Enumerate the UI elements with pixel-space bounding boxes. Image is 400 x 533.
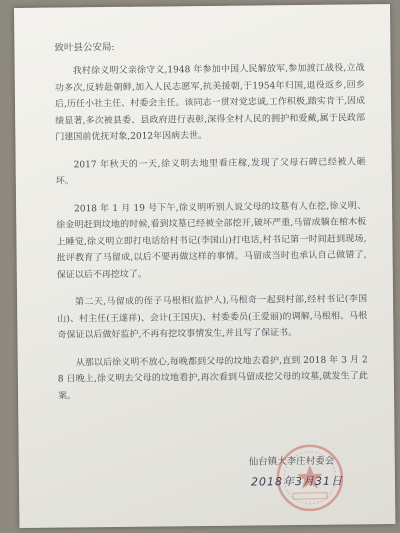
- paragraph-1: 我村徐义明父亲徐守义,1948 年参加中国人民解放军,参加渡江战役,立战功多次,反转赴朝鲜,加入人民志愿军,抗美援朝,于1954年归国,退役返乡,回乡后,历任小社主任、村委会主任。该同志一贯对党忠诚,工作积极,踏实肯干,因成绩显著,多次被县委、县政府进行表彰,深得全村人民的拥护和爱戴,属于民政部门建国前优抚对象,2012年因病去世。: [54, 63, 366, 143]
- signature-date: 2018年3月31日: [250, 474, 344, 489]
- letter-addressee: 致叶县公安局:: [54, 41, 115, 54]
- paragraph-2: 2017 年秋天的一天,徐义明去地里看庄稼,发现了父母石碑已经被人砸坏。: [55, 156, 366, 187]
- letter-body: [54, 36, 368, 415]
- paragraph-3: 2018 年 1 月 19 号下午,徐义明听别人说父母的坟墓有人在挖,徐义明、徐金明赶到坟地的时候,看到坟墓已经被全部挖开,破坏严重,马留成躺在棺木板上睡觉,徐义明立即打电话给村书记(李国山)打电话,村书记第一时间赶到现场,批评教育了马留成,以后不要再做这样的事情。马留成当时也承认自己做错了,保证以后不再挖坟了。: [56, 200, 367, 281]
- paragraph-4: 第二天,马留成的侄子马根相(监护人),马根奇一起到村部,经村书记(李国山)、村主任(王遂祥)、会计(王国庆)、村委委员(王爱丽)的调解,马根相、马根奇保证以后做好监护,不再有挖坟事情发生,并且写了保证书。: [57, 294, 368, 341]
- signature-organization: 仙台镇大李庄村委会: [248, 455, 335, 468]
- letter-paper: [14, 4, 395, 528]
- paragraph-5: 从那以后徐义明不放心,每晚都到父母的坟地去看护,直到 2018 年 3 月 28 日晚上,徐义明去父母的坟地看护,再次看到马留成挖父母的坟墓,就发生了此案。: [57, 354, 368, 402]
